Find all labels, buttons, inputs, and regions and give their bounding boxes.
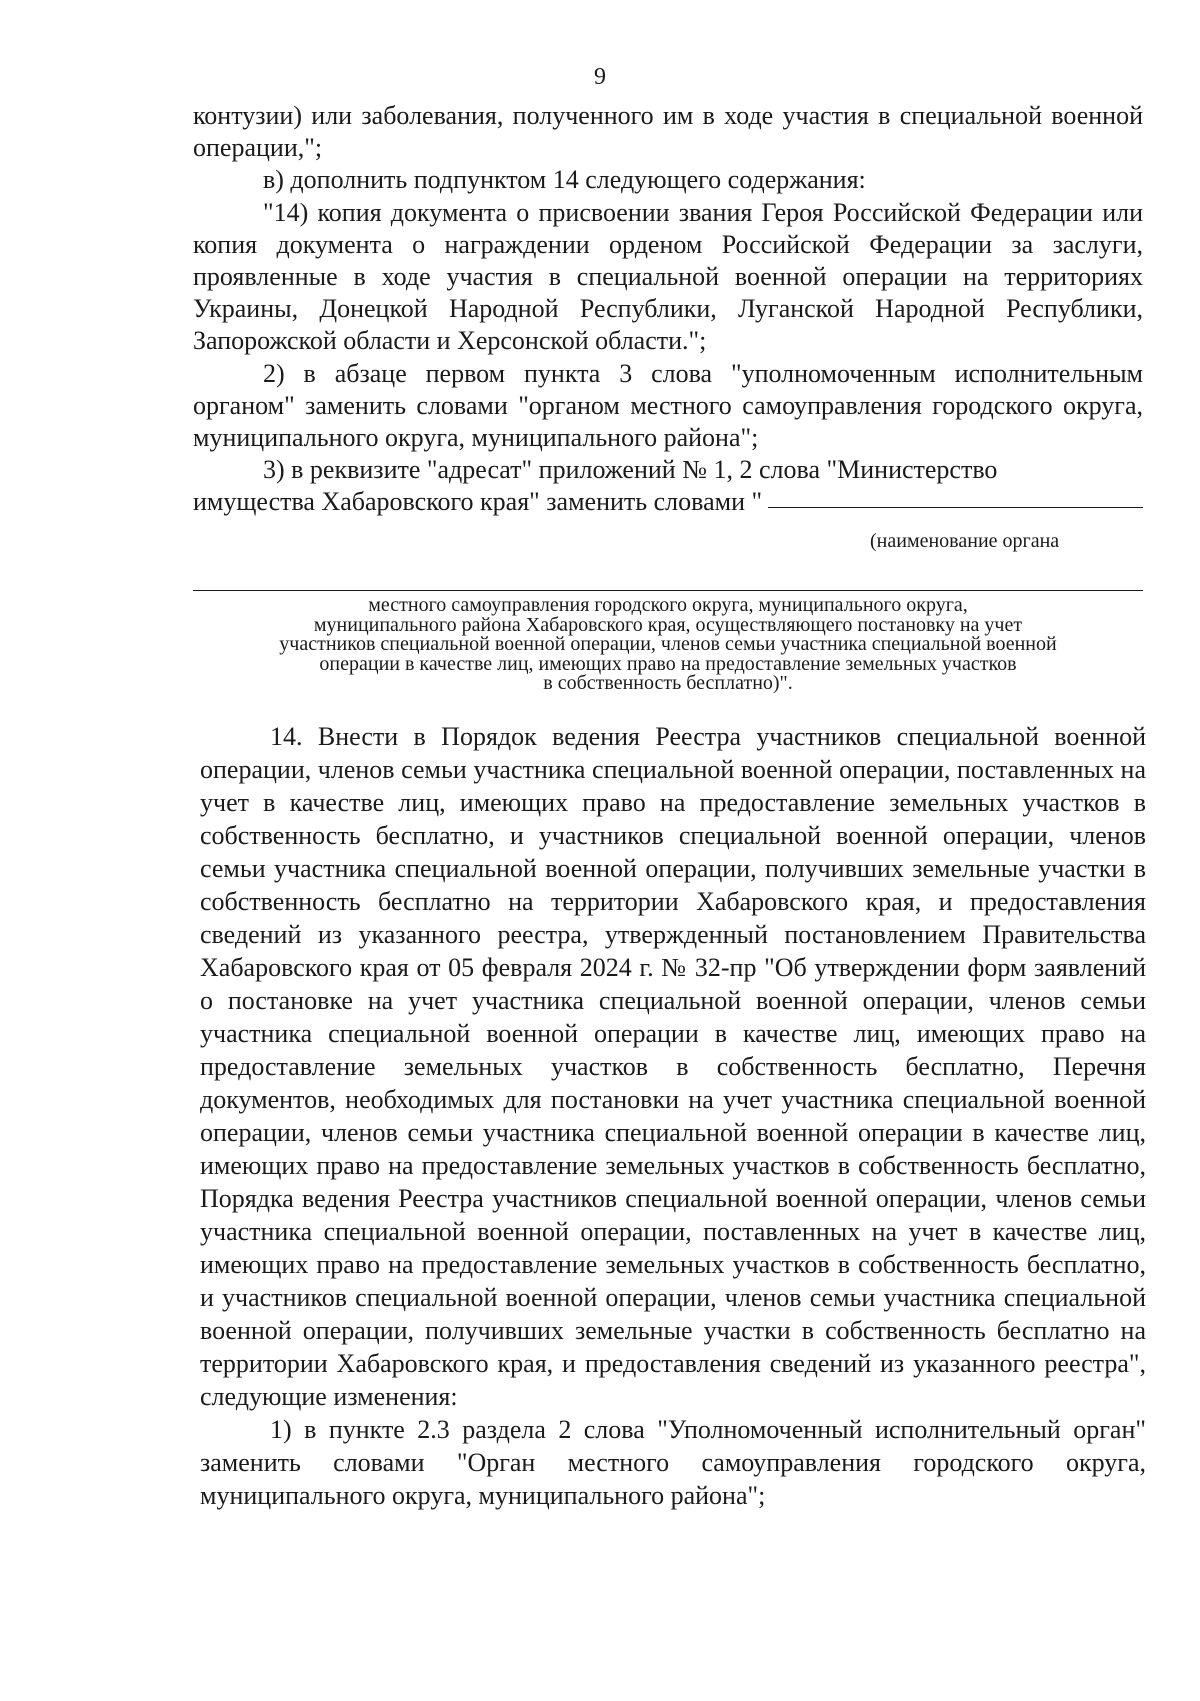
bottom-text-block bbox=[200, 720, 1146, 1512]
footnote-caption bbox=[193, 596, 1143, 694]
footnote-line: в собственность бесплатно)". bbox=[543, 672, 793, 694]
footnote-line: участников специальной военной операции, членов семьи участника специальной военной bbox=[279, 633, 1057, 655]
paragraph-subitem-14: "14) копия документа о присвоении звания Героя Российской Федерации или копия документа о награждении орденом Российской Федерации за заслуги, проявленные в ходе участия в специальной военной операции на территориях Украины, Донецкой Народной Республики, Луганской Народной Республики, Запорожской области и Херсонской области."; bbox=[193, 197, 1143, 356]
paragraph-item-3-tail bbox=[193, 486, 1143, 518]
paragraph-item-2: 2) в абзаце первом пункта 3 слова "уполномоченным исполнительным органом" заменить словами "органом местного самоуправления городского округа, муниципального округа, муниципального района"; bbox=[193, 358, 1143, 453]
footnote-rule bbox=[193, 590, 1143, 591]
paragraph-subitem-1: 1) в пункте 2.3 раздела 2 слова "Уполномоченный исполнительный орган" заменить словами "Орган местного самоуправления городского округа, муниципального округа, муниципального района"; bbox=[200, 1415, 1146, 1510]
paragraph-continuation: контузии) или заболевания, полученного им в ходе участия в специальной военной операции,"; bbox=[193, 101, 1143, 163]
footnote-line: операции в качестве лиц, имеющих право на предоставление земельных участков bbox=[319, 652, 1017, 675]
paragraph-item-14: 14. Внести в Порядок ведения Реестра участников специальной военной операции, членов семьи участника специальной военной операции, поставленных на учет в качестве лиц, имеющих право на предоставление земельных участков в собственность бесплатно, и участников специальной военной операции, членов семьи участника специальной военной операции, получивших земельные участки в собственность бесплатно на территории Хабаровского края, и предоставления сведений из указанного реестра, утвержденный постановлением Правительства Хабаровского края от 05 февраля 2024 г. № 32-пр "Об утверждении форм заявлений о постановке на учет участника специальной военной операции, членов семьи участника специальной военной операции в качестве лиц, имеющих право на предоставление земельных участков в собственность бесплатно, Перечня документов, необходимых для постановки на учет участника специальной военной операции, членов семьи участника специальной военной операции в качестве лиц, имеющих право на предоставление земельных участков в собственность бесплатно, Порядка ведения Реестра участников специальной военной операции, членов семьи участника специальной военной операции, поставленных на учет в качестве лиц, имеющих право на предоставление земельных участков в собственность бесплатно, и участников специальной военной операции, членов семьи участника специальной военной операции, получивших земельные участки в собственность бесплатно на территории Хабаровского края, и предоставления сведений из указанного реестра", следующие изменения: bbox=[200, 722, 1146, 1411]
footnote-line: местного самоуправления городского округа, муниципального округа, bbox=[368, 594, 968, 616]
footnote-line: муниципального района Хабаровского края, осуществляющего постановку на учет bbox=[313, 613, 1023, 636]
top-text-block bbox=[193, 100, 1143, 519]
paragraph-item-3: 3) в реквизите "адресат" приложений № 1, 2 слова "Министерство bbox=[263, 455, 998, 485]
blank-fill-line bbox=[768, 507, 1143, 508]
paragraph-subitem-v: в) дополнить подпунктом 14 следующего содержания: bbox=[263, 165, 866, 195]
page-number: 9 bbox=[594, 64, 606, 90]
blank-hint: (наименование органа bbox=[870, 530, 1060, 552]
paragraph-item-3-tail-text: имущества Хабаровского края" заменить словами " bbox=[193, 487, 763, 517]
